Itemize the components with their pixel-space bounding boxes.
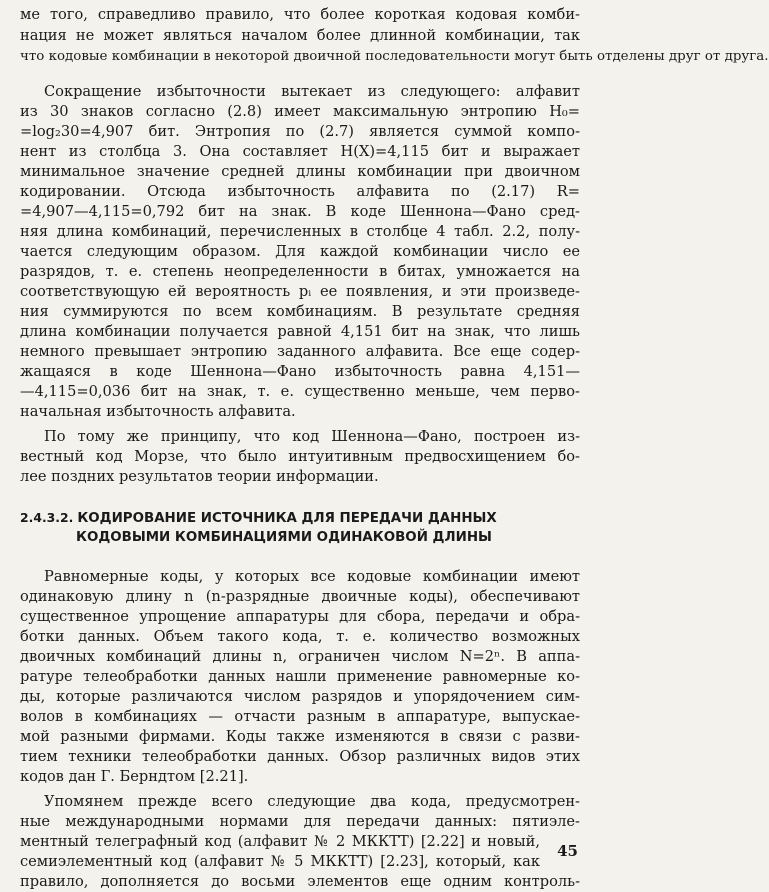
text-line: кодировании. Отсюда избыточность алфавита по (2.17) R=	[20, 183, 580, 200]
text-line: разрядов, т. е. степень неопределенности в битах, умножается на	[20, 263, 580, 280]
page-number: 45	[557, 842, 578, 860]
text-line: немного превышает энтропию заданного алфавита. Все еще содер-	[20, 343, 580, 360]
section-title-line-1: КОДИРОВАНИЕ ИСТОЧНИКА ДЛЯ ПЕРЕДАЧИ ДАННЫХ	[77, 511, 497, 526]
section-title-line-2: КОДОВЫМИ КОМБИНАЦИЯМИ ОДИНАКОВОЙ ДЛИНЫ	[76, 530, 492, 545]
text-line: ные международными нормами для передачи данных: пятиэле-	[20, 813, 580, 830]
text-line: длина комбинации получается равной 4,151 бит на знак, что лишь	[20, 323, 580, 340]
text-line: нент из столбца 3. Она составляет H(X)=4,115 бит и выражает	[20, 143, 580, 160]
text-line: =4,907—4,115=0,792 бит на знак. В коде Шеннона—Фано сред-	[20, 203, 580, 220]
text-line: из 30 знаков согласно (2.8) имеет максимальную энтропию H₀=	[20, 103, 580, 120]
text-line: ме того, справедливо правило, что более короткая кодовая комби-	[20, 6, 580, 23]
text-line: существенное упрощение аппаратуры для сбора, передачи и обра-	[20, 608, 580, 625]
text-line: чается следующим образом. Для каждой комбинации число ее	[20, 243, 580, 260]
text-line: минимальное значение средней длины комбинации при двоичном	[20, 163, 580, 180]
text-line: лее поздних результатов теории информации.	[20, 468, 379, 485]
text-line: нация не может являться началом более длинной комбинации, так	[20, 27, 580, 44]
text-line: мой разными фирмами. Коды также изменяются в связи с разви-	[20, 728, 580, 745]
text-line: Сокращение избыточности вытекает из следующего: алфавит	[44, 83, 580, 100]
text-line: ды, которые различаются числом разрядов и упорядочением сим-	[20, 688, 580, 705]
text-line: соответствующую ей вероятность pᵢ ее появления, и эти произведе-	[20, 283, 580, 300]
text-line: ментный телеграфный код (алфавит № 2 МККТТ) [2.22] и новый,	[20, 833, 540, 850]
text-line: ратуре телеобработки данных нашли применение равномерные ко-	[20, 668, 580, 685]
text-line: —4,115=0,036 бит на знак, т. е. существенно меньше, чем перво-	[20, 383, 580, 400]
text-line: начальная избыточность алфавита.	[20, 403, 296, 420]
section-heading	[20, 508, 580, 529]
text-line: что кодовые комбинации в некоторой двоичной последовательности могут быть отделены друг от друга.	[20, 49, 769, 64]
text-line: двоичных комбинаций длины n, ограничен числом N=2ⁿ. В аппа-	[20, 648, 580, 665]
text-line: ния суммируются по всем комбинациям. В результате средняя	[20, 303, 580, 320]
text-line: одинаковую длину n (n-разрядные двоичные коды), обеспечивают	[20, 588, 580, 605]
text-line: волов в комбинациях — отчасти разным в аппаратуре, выпускае-	[20, 708, 580, 725]
text-line: жащаяся в коде Шеннона—Фано избыточность равна 4,151—	[20, 363, 580, 380]
text-line: правило, дополняется до восьми элементов еще одним контроль-	[20, 873, 580, 890]
text-line: Упомянем прежде всего следующие два кода, предусмотрен-	[44, 793, 580, 810]
text-line: вестный код Морзе, что было интуитивным предвосхищением бо-	[20, 448, 580, 465]
text-line: =log₂30=4,907 бит. Энтропия по (2.7) является суммой компо-	[20, 123, 580, 140]
text-line: По тому же принципу, что код Шеннона—Фано, построен из-	[44, 428, 580, 445]
section-number: 2.4.3.2.	[20, 510, 74, 525]
text-line: кодов дан Г. Берндтом [2.21].	[20, 768, 249, 785]
text-line: няя длина комбинаций, перечисленных в столбце 4 табл. 2.2, полу-	[20, 223, 580, 240]
text-line: Равномерные коды, у которых все кодовые комбинации имеют	[44, 568, 580, 585]
text-line: семиэлементный код (алфавит № 5 МККТТ) [2.23], который, как	[20, 853, 540, 870]
text-line: тием техники телеобработки данных. Обзор различных видов этих	[20, 748, 580, 765]
text-line: ботки данных. Объем такого кода, т. е. количество возможных	[20, 628, 580, 645]
